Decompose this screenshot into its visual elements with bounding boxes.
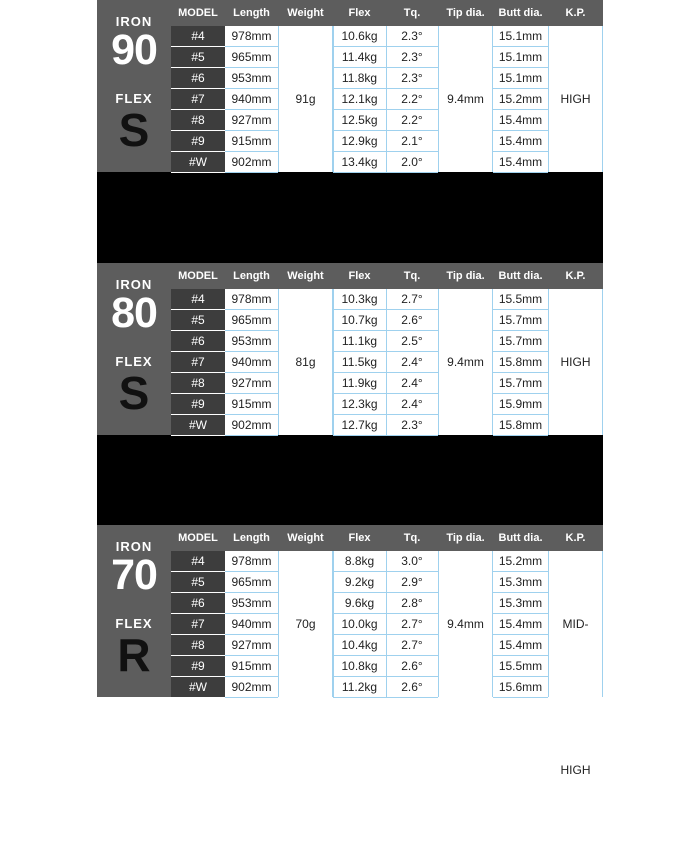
spec-grid	[171, 0, 603, 172]
model-cell: #7	[171, 89, 225, 110]
model-cell: #9	[171, 131, 225, 152]
butt-cell: 15.2mm	[493, 89, 548, 110]
series-number: 90	[111, 26, 157, 74]
flex-cell: 10.8kg	[333, 656, 386, 677]
weight-merged-cell: 91g	[278, 26, 333, 172]
flex-cell: 11.4kg	[333, 47, 386, 68]
length-cell: 978mm	[225, 26, 278, 47]
iron-label: IRON	[115, 277, 153, 292]
column-header: Butt dia.	[493, 525, 548, 551]
model-cell: #4	[171, 26, 225, 47]
column-header: Butt dia.	[493, 0, 548, 26]
series-number: 80	[111, 289, 157, 337]
column-divider	[386, 26, 387, 172]
butt-cell: 15.6mm	[493, 677, 548, 698]
tq-cell: 2.6°	[386, 677, 438, 698]
model-cell: #W	[171, 415, 225, 436]
flex-cell: 10.6kg	[333, 26, 386, 47]
length-cell: 927mm	[225, 373, 278, 394]
column-header: Tq.	[386, 0, 438, 26]
flex-code: S	[118, 104, 150, 156]
tq-cell: 2.3°	[386, 26, 438, 47]
flex-cell: 12.5kg	[333, 110, 386, 131]
spec-table	[97, 0, 603, 172]
flex-code: R	[117, 629, 151, 681]
column-header: Butt dia.	[493, 263, 548, 289]
model-cell: #4	[171, 551, 225, 572]
butt-cell: 15.7mm	[493, 310, 548, 331]
butt-cell: 15.4mm	[493, 152, 548, 173]
tq-cell: 2.3°	[386, 415, 438, 436]
column-divider	[333, 26, 334, 172]
length-cell: 902mm	[225, 677, 278, 698]
butt-cell: 15.5mm	[493, 289, 548, 310]
length-cell: 927mm	[225, 110, 278, 131]
model-cell: #5	[171, 572, 225, 593]
length-cell: 940mm	[225, 352, 278, 373]
flex-cell: 12.1kg	[333, 89, 386, 110]
butt-cell: 15.3mm	[493, 572, 548, 593]
column-header: Tip dia.	[438, 0, 493, 26]
column-header: Flex	[333, 0, 386, 26]
tq-cell: 2.6°	[386, 310, 438, 331]
tq-cell: 2.4°	[386, 352, 438, 373]
tq-cell: 2.9°	[386, 572, 438, 593]
length-cell: 965mm	[225, 572, 278, 593]
butt-cell: 15.2mm	[493, 551, 548, 572]
column-header: Flex	[333, 525, 386, 551]
kp-merged-cell: HIGH	[548, 289, 603, 435]
column-header: Length	[225, 263, 278, 289]
tq-cell: 2.1°	[386, 131, 438, 152]
model-cell: #6	[171, 331, 225, 352]
flex-cell: 9.6kg	[333, 593, 386, 614]
model-cell: #W	[171, 677, 225, 698]
column-header: Length	[225, 0, 278, 26]
column-divider	[438, 551, 439, 697]
kp-merged-cell: MID-HIGH	[548, 551, 603, 697]
tip-merged-cell: 9.4mm	[438, 26, 493, 172]
weight-merged-cell: 70g	[278, 551, 333, 697]
model-cell: #6	[171, 68, 225, 89]
tq-cell: 2.3°	[386, 47, 438, 68]
column-header: Tq.	[386, 525, 438, 551]
column-divider	[438, 289, 439, 435]
series-panel	[97, 0, 171, 172]
column-header: Tip dia.	[438, 263, 493, 289]
model-cell: #8	[171, 635, 225, 656]
butt-cell: 15.4mm	[493, 614, 548, 635]
flex-cell: 12.7kg	[333, 415, 386, 436]
butt-cell: 15.1mm	[493, 26, 548, 47]
butt-cell: 15.4mm	[493, 131, 548, 152]
model-cell: #4	[171, 289, 225, 310]
column-header: MODEL	[171, 0, 225, 26]
column-divider	[333, 289, 334, 435]
tq-cell: 2.2°	[386, 110, 438, 131]
flex-label: FLEX	[115, 354, 153, 369]
column-header: K.P.	[548, 0, 603, 26]
length-cell: 940mm	[225, 89, 278, 110]
model-cell: #9	[171, 656, 225, 677]
flex-code: S	[118, 367, 150, 419]
butt-cell: 15.3mm	[493, 593, 548, 614]
column-divider	[386, 289, 387, 435]
tip-merged-cell: 9.4mm	[438, 551, 493, 697]
column-header: Weight	[278, 525, 333, 551]
tq-cell: 2.2°	[386, 89, 438, 110]
tq-cell: 2.3°	[386, 68, 438, 89]
kp-merged-cell: HIGH	[548, 26, 603, 172]
butt-cell: 15.8mm	[493, 415, 548, 436]
tq-cell: 2.4°	[386, 394, 438, 415]
length-cell: 953mm	[225, 68, 278, 89]
column-header: Tq.	[386, 263, 438, 289]
model-cell: #7	[171, 614, 225, 635]
flex-cell: 11.1kg	[333, 331, 386, 352]
length-cell: 978mm	[225, 289, 278, 310]
separator-band	[97, 172, 603, 263]
length-cell: 953mm	[225, 331, 278, 352]
series-number: 70	[111, 551, 157, 599]
tq-cell: 2.0°	[386, 152, 438, 173]
length-cell: 915mm	[225, 131, 278, 152]
flex-cell: 11.9kg	[333, 373, 386, 394]
column-divider	[386, 551, 387, 697]
iron-label: IRON	[115, 539, 153, 554]
butt-cell: 15.1mm	[493, 47, 548, 68]
flex-cell: 10.7kg	[333, 310, 386, 331]
butt-cell: 15.7mm	[493, 331, 548, 352]
butt-cell: 15.4mm	[493, 635, 548, 656]
tq-cell: 3.0°	[386, 551, 438, 572]
flex-label: FLEX	[115, 91, 153, 106]
spec-grid	[171, 525, 603, 777]
butt-cell: 15.7mm	[493, 373, 548, 394]
column-divider	[278, 26, 279, 172]
column-header: Weight	[278, 0, 333, 26]
model-cell: #5	[171, 310, 225, 331]
tq-cell: 2.7°	[386, 614, 438, 635]
flex-cell: 10.3kg	[333, 289, 386, 310]
flex-cell: 8.8kg	[333, 551, 386, 572]
tq-cell: 2.8°	[386, 593, 438, 614]
column-header: MODEL	[171, 263, 225, 289]
column-header: Length	[225, 525, 278, 551]
flex-cell: 11.5kg	[333, 352, 386, 373]
model-cell: #5	[171, 47, 225, 68]
model-cell: #9	[171, 394, 225, 415]
iron-label: IRON	[115, 14, 153, 29]
length-cell: 915mm	[225, 394, 278, 415]
flex-cell: 10.0kg	[333, 614, 386, 635]
butt-cell: 15.4mm	[493, 110, 548, 131]
length-cell: 965mm	[225, 47, 278, 68]
flex-cell: 11.2kg	[333, 677, 386, 698]
flex-cell: 10.4kg	[333, 635, 386, 656]
column-header: K.P.	[548, 263, 603, 289]
length-cell: 915mm	[225, 656, 278, 677]
length-cell: 902mm	[225, 415, 278, 436]
flex-label: FLEX	[115, 616, 153, 631]
model-cell: #8	[171, 373, 225, 394]
butt-cell: 15.1mm	[493, 68, 548, 89]
length-cell: 965mm	[225, 310, 278, 331]
column-divider	[278, 551, 279, 697]
length-cell: 978mm	[225, 551, 278, 572]
separator-band	[97, 435, 603, 525]
model-cell: #8	[171, 110, 225, 131]
flex-cell: 13.4kg	[333, 152, 386, 173]
length-cell: 940mm	[225, 614, 278, 635]
flex-cell: 12.3kg	[333, 394, 386, 415]
butt-cell: 15.9mm	[493, 394, 548, 415]
tq-cell: 2.7°	[386, 635, 438, 656]
tq-cell: 2.6°	[386, 656, 438, 677]
length-cell: 953mm	[225, 593, 278, 614]
tq-cell: 2.5°	[386, 331, 438, 352]
flex-cell: 9.2kg	[333, 572, 386, 593]
column-header: Tip dia.	[438, 525, 493, 551]
column-header: Flex	[333, 263, 386, 289]
tq-cell: 2.7°	[386, 289, 438, 310]
model-cell: #6	[171, 593, 225, 614]
butt-cell: 15.8mm	[493, 352, 548, 373]
column-header: K.P.	[548, 525, 603, 551]
column-header: Weight	[278, 263, 333, 289]
flex-cell: 12.9kg	[333, 131, 386, 152]
spec-table	[97, 525, 603, 777]
column-divider	[438, 26, 439, 172]
model-cell: #7	[171, 352, 225, 373]
spec-grid	[171, 263, 603, 435]
column-divider	[278, 289, 279, 435]
length-cell: 927mm	[225, 635, 278, 656]
series-panel	[97, 263, 171, 435]
length-cell: 902mm	[225, 152, 278, 173]
weight-merged-cell: 81g	[278, 289, 333, 435]
flex-cell: 11.8kg	[333, 68, 386, 89]
column-divider	[333, 551, 334, 697]
tip-merged-cell: 9.4mm	[438, 289, 493, 435]
column-header: MODEL	[171, 525, 225, 551]
spec-table	[97, 263, 603, 435]
model-cell: #W	[171, 152, 225, 173]
butt-cell: 15.5mm	[493, 656, 548, 677]
tq-cell: 2.4°	[386, 373, 438, 394]
series-panel	[97, 525, 171, 697]
